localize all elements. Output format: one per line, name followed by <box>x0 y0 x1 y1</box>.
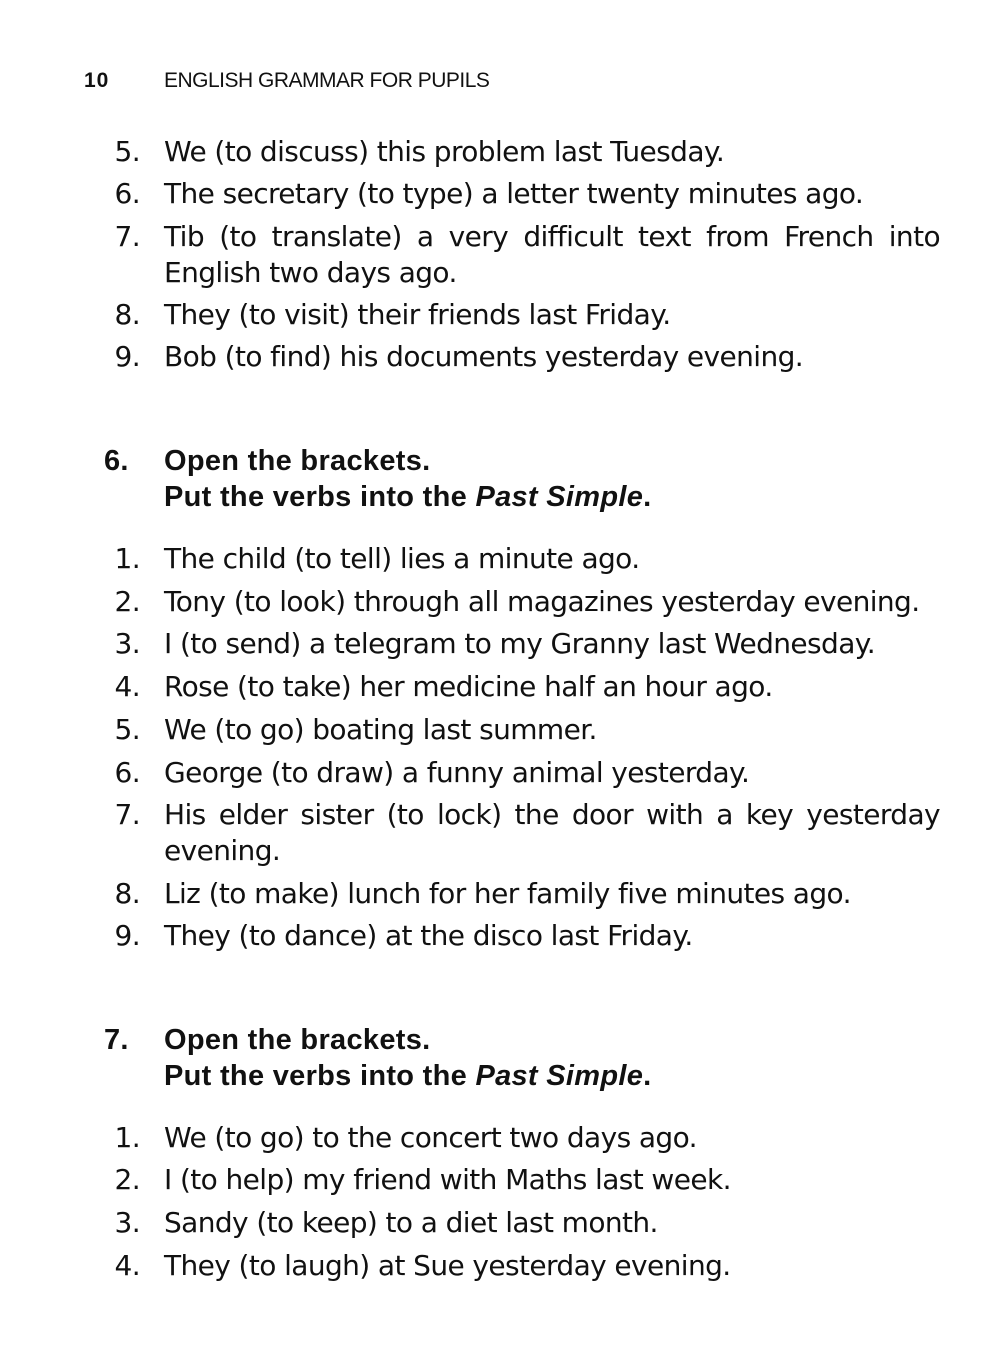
item-text: Tib (to translate) a very difficult text from French into English two days ago. <box>164 220 940 289</box>
item-number: 7. <box>114 798 140 831</box>
item-text: They (to visit) their friends last Friday. <box>164 298 671 331</box>
item-text: Tony (to look) through all magazines yesterday evening. <box>164 585 920 618</box>
instruction-suffix: . <box>643 1060 652 1092</box>
item-text: We (to discuss) this problem last Tuesday. <box>164 135 725 168</box>
item-number: 7. <box>114 220 140 253</box>
item-number: 1. <box>114 1121 140 1154</box>
instruction-line-2 <box>164 1058 652 1094</box>
exercise-number: 6. <box>104 445 129 477</box>
item-text: George (to draw) a funny animal yesterday. <box>164 756 750 789</box>
item-number: 2. <box>114 1163 140 1196</box>
item-number: 5. <box>114 713 140 746</box>
item-text: The secretary (to type) a letter twenty minutes ago. <box>164 177 864 210</box>
item-text: The child (to tell) lies a minute ago. <box>164 542 640 575</box>
running-title: ENGLISH GRAMMAR FOR PUPILS <box>164 69 490 92</box>
exercise-number: 7. <box>104 1024 129 1056</box>
instruction-line-2 <box>164 479 652 515</box>
item-number: 2. <box>114 585 140 618</box>
item-number: 8. <box>114 298 140 331</box>
instruction-emphasis: Past Simple <box>475 481 644 513</box>
item-number: 5. <box>114 135 140 168</box>
item-text: Liz (to make) lunch for her family five minutes ago. <box>164 877 851 910</box>
item-text: They (to dance) at the disco last Friday. <box>164 919 693 952</box>
instruction-suffix: . <box>643 481 652 513</box>
instruction-emphasis: Past Simple <box>475 1060 644 1092</box>
item-number: 3. <box>114 627 140 660</box>
item-text: Sandy (to keep) to a diet last month. <box>164 1206 658 1239</box>
page-header <box>84 66 489 96</box>
item-text: Rose (to take) her medicine half an hour ago. <box>164 670 773 703</box>
item-number: 8. <box>114 877 140 910</box>
item-number: 4. <box>114 670 140 703</box>
instruction-prefix: Put the verbs into the <box>164 1060 476 1092</box>
item-number: 6. <box>114 177 140 210</box>
page-number: 10 <box>84 69 110 92</box>
item-number: 4. <box>114 1249 140 1282</box>
item-number: 9. <box>114 340 140 373</box>
instruction-line-1: Open the brackets. <box>164 1024 431 1056</box>
item-text: I (to send) a telegram to my Granny last Wednesday. <box>164 627 876 660</box>
instruction-line-1: Open the brackets. <box>164 445 431 477</box>
item-number: 6. <box>114 756 140 789</box>
item-text: His elder sister (to lock) the door with a key yesterday evening. <box>164 798 940 867</box>
item-number: 1. <box>114 542 140 575</box>
item-text: I (to help) my friend with Maths last week. <box>164 1163 731 1196</box>
item-text: Bob (to find) his documents yesterday evening. <box>164 340 804 373</box>
item-text: We (to go) boating last summer. <box>164 713 597 746</box>
instruction-prefix: Put the verbs into the <box>164 481 476 513</box>
item-text: We (to go) to the concert two days ago. <box>164 1121 697 1154</box>
item-number: 3. <box>114 1206 140 1239</box>
item-number: 9. <box>114 919 140 952</box>
item-text: They (to laugh) at Sue yesterday evening. <box>164 1249 731 1282</box>
